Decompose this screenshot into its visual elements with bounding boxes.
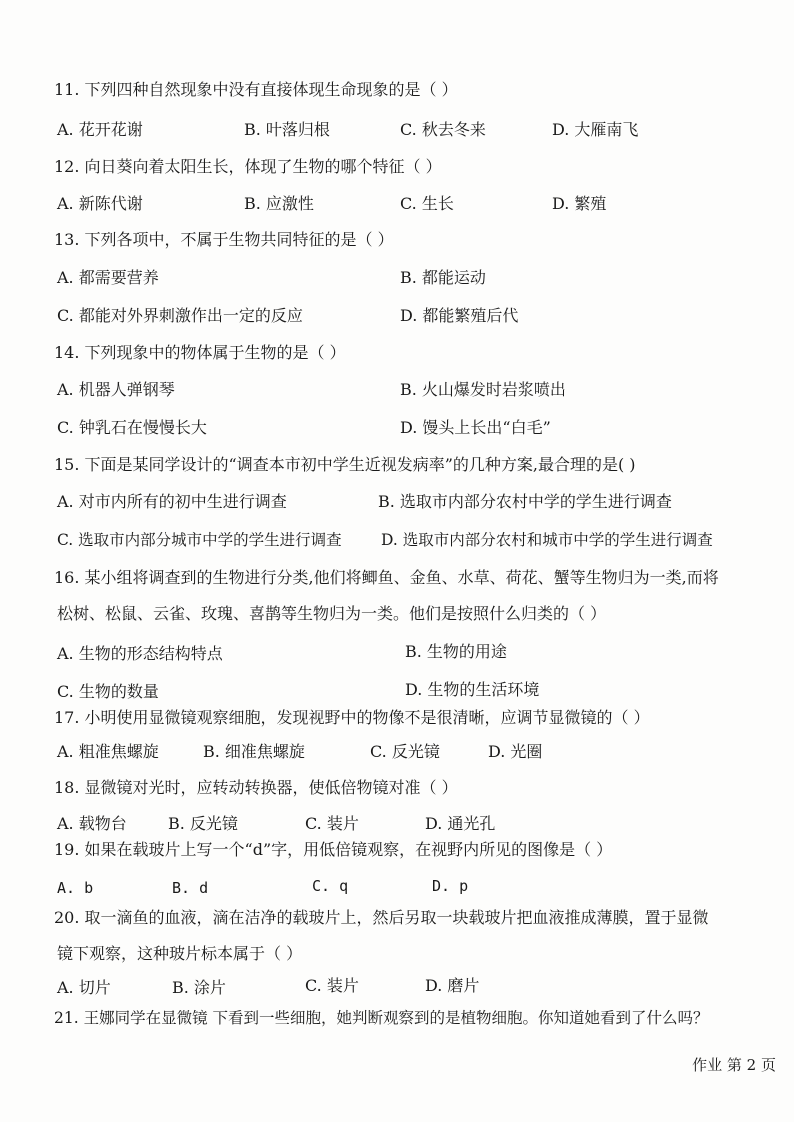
q19-option-c: C. q [312, 877, 349, 895]
q12-option-c: C. 生长 [400, 194, 454, 213]
q15-option-b: B. 选取市内部分农村中学的学生进行调查 [378, 492, 672, 511]
q17-option-b: B. 细准焦螺旋 [203, 742, 305, 761]
question-17-stem: 17. 小明使用显微镜观察细胞，发现视野中的物像不是很清晰，应调节显微镜的（ ） [54, 708, 650, 727]
question-19-stem: 19. 如果在载玻片上写一个“d”字，用低倍镜观察，在视野内所见的图像是（ ） [54, 840, 613, 859]
q18-option-c: C. 装片 [305, 814, 359, 833]
q19-option-a: A. b [57, 879, 94, 897]
question-16-stem: 16. 某小组将调查到的生物进行分类,他们将鲫鱼、金鱼、水草、荷花、蟹等生物归为一类,而将 [54, 568, 719, 587]
q12-option-d: D. 繁殖 [552, 194, 607, 213]
q14-option-b: B. 火山爆发时岩浆喷出 [400, 380, 566, 399]
q18-option-a: A. 载物台 [57, 814, 127, 833]
q13-option-d: D. 都能繁殖后代 [400, 306, 519, 325]
q16-option-b: B. 生物的用途 [405, 642, 507, 661]
q18-option-b: B. 反光镜 [168, 814, 238, 833]
question-12-stem: 12. 向日葵向着太阳生长，体现了生物的哪个特征（ ） [54, 157, 442, 176]
q15-option-d: D. 选取市内部分农村和城市中学的学生进行调查 [381, 531, 713, 549]
question-20-stem-line2: 镜下观察，这种玻片标本属于（ ） [57, 944, 303, 963]
question-11-stem: 11. 下列四种自然现象中没有直接体现生命现象的是（ ） [54, 80, 458, 99]
q13-option-c: C. 都能对外界刺激作出一定的反应 [57, 306, 303, 325]
q13-option-a: A. 都需要营养 [57, 268, 159, 287]
question-15-stem: 15. 下面是某同学设计的“调查本市初中学生近视发病率”的几种方案,最合理的是( ) [54, 455, 636, 474]
q17-option-c: C. 反光镜 [370, 742, 440, 761]
q11-option-c: C. 秋去冬来 [400, 120, 486, 139]
q16-option-d: D. 生物的生活环境 [405, 680, 540, 699]
q20-option-c: C. 装片 [305, 976, 359, 995]
q19-option-d: D. p [432, 877, 469, 895]
q12-option-b: B. 应激性 [244, 194, 314, 213]
q17-option-d: D. 光圈 [488, 742, 543, 761]
q11-option-a: A. 花开花谢 [57, 120, 143, 139]
q14-option-d: D. 馒头上长出“白毛” [400, 418, 551, 437]
q18-option-d: D. 通光孔 [425, 814, 496, 833]
question-20-stem: 20. 取一滴鱼的血液，滴在洁净的载玻片上，然后另取一块载玻片把血液推成薄膜，置于显微 [54, 908, 709, 927]
question-21-stem: 21. 王娜同学在显微镜 下看到一些细胞，她判断观察到的是植物细胞。你知道她看到了什么吗？ [54, 1009, 709, 1027]
q16-option-c: C. 生物的数量 [57, 682, 159, 701]
q15-option-c: C. 选取市内部分城市中学的学生进行调查 [57, 531, 342, 549]
q17-option-a: A. 粗准焦螺旋 [57, 742, 159, 761]
q13-option-b: B. 都能运动 [400, 268, 486, 287]
page-footer: 作业 第 2 页 [692, 1056, 776, 1074]
q20-option-b: B. 涂片 [172, 978, 226, 997]
q19-option-b: B. d [172, 879, 209, 897]
q20-option-d: D. 磨片 [425, 976, 480, 995]
question-13-stem: 13. 下列各项中，不属于生物共同特征的是（ ） [54, 230, 394, 249]
q14-option-a: A. 机器人弹钢琴 [57, 380, 175, 399]
q12-option-a: A. 新陈代谢 [57, 194, 143, 213]
question-16-stem-line2: 松树、松鼠、云雀、玫瑰、喜鹊等生物归为一类。他们是按照什么归类的（ ） [57, 604, 607, 623]
q15-option-a: A. 对市内所有的初中生进行调查 [57, 492, 287, 511]
question-14-stem: 14. 下列现象中的物体属于生物的是（ ） [54, 343, 346, 362]
q20-option-a: A. 切片 [57, 978, 111, 997]
q11-option-d: D. 大雁南飞 [552, 120, 639, 139]
question-18-stem: 18. 显微镜对光时，应转动转换器，使低倍物镜对准（ ） [54, 778, 458, 797]
q16-option-a: A. 生物的形态结构特点 [57, 644, 223, 663]
q14-option-c: C. 钟乳石在慢慢长大 [57, 418, 207, 437]
q11-option-b: B. 叶落归根 [244, 120, 330, 139]
